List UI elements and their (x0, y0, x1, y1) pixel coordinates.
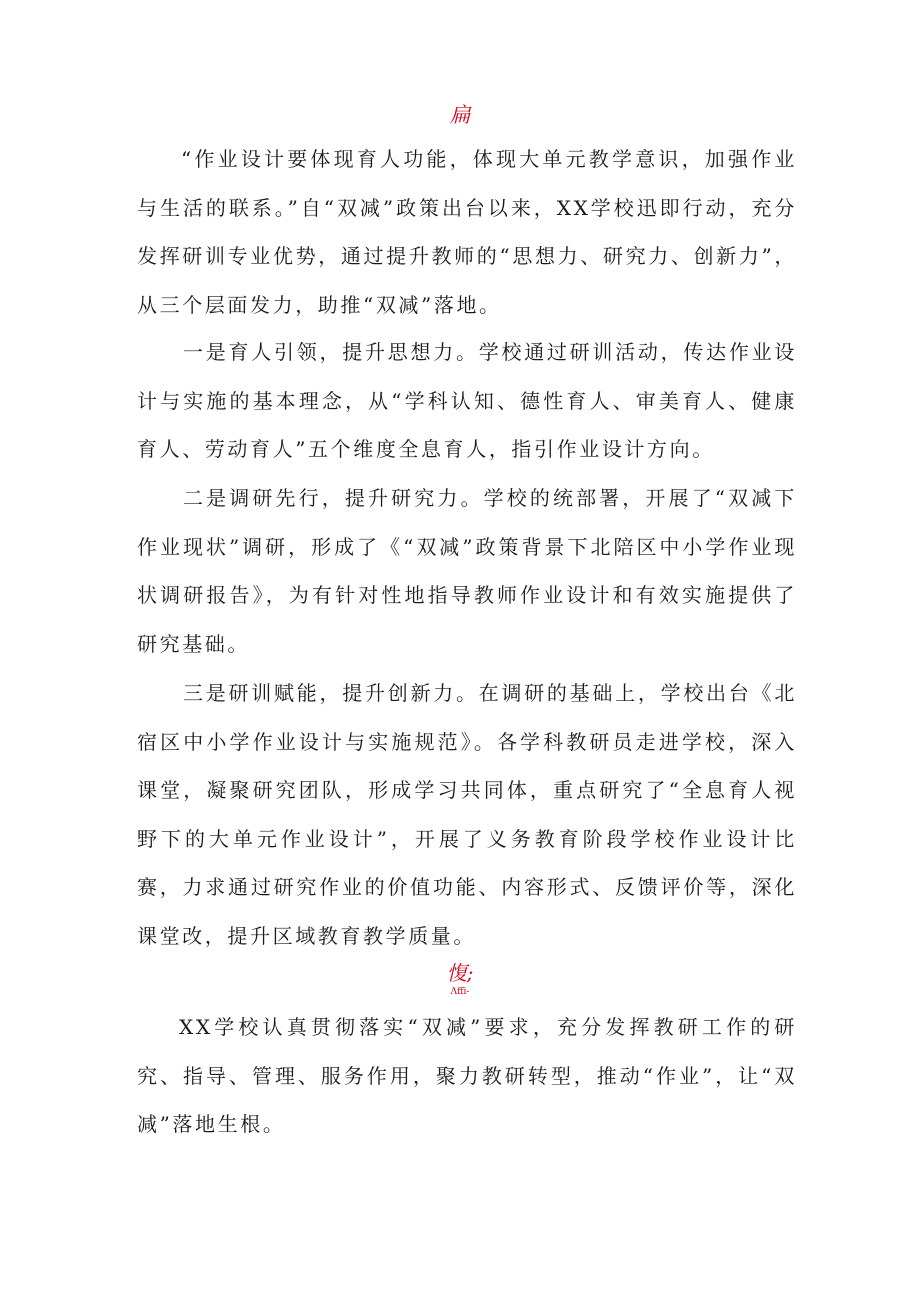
intro-paragraph: “作业设计要体现育人功能，体现大单元教学意识，加强作业与生活的联系。”自“双减”政策出台以来，XX学校迅即行动，充分发挥研训专业优势，通过提升教师的“思想力、研究力、创新力”，从三个层面发力，助推“双减”落地。 (137, 147, 797, 317)
point-one-paragraph: 一是育人引领，提升思想力。学校通过研训活动，传达作业设计与实施的基本理念，从“学科认知、德性育人、审美育人、健康育人、劳动育人”五个维度全息育人，指引作业设计方向。 (137, 340, 797, 461)
conclusion-paragraph: XX学校认真贯彻落实“双减”要求，充分发挥教研工作的研究、指导、管理、服务作用，聚力教研转型，推动“作业”，让“双减”落地生根。 (137, 1015, 797, 1136)
section-heading-middle: 愎; (446, 961, 474, 985)
section-heading-top: 扁 (449, 103, 471, 127)
point-two-paragraph: 二是调研先行，提升研究力。学校的统部署，开展了“双减下作业现状”调研，形成了《“双减”政策背景下北陪区中小学作业现状调研报告》，为有针对性地指导教师作业设计和有效实施提供了研究基础。 (137, 486, 797, 656)
section-heading-middle-subtext: Λffi- (450, 987, 470, 997)
point-three-paragraph: 三是研训赋能，提升创新力。在调研的基础上，学校出台《北宿区中小学作业设计与实施规范》。各学科教研员走进学校，深入课堂，凝聚研究团队，形成学习共同体，重点研究了“全息育人视野下的大单元作业设计”，开展了义务教育阶段学校作业设计比赛，力求通过研究作业的价值功能、内容形式、反馈评价等，深化课堂改，提升区域教育教学质量。 (137, 681, 797, 948)
